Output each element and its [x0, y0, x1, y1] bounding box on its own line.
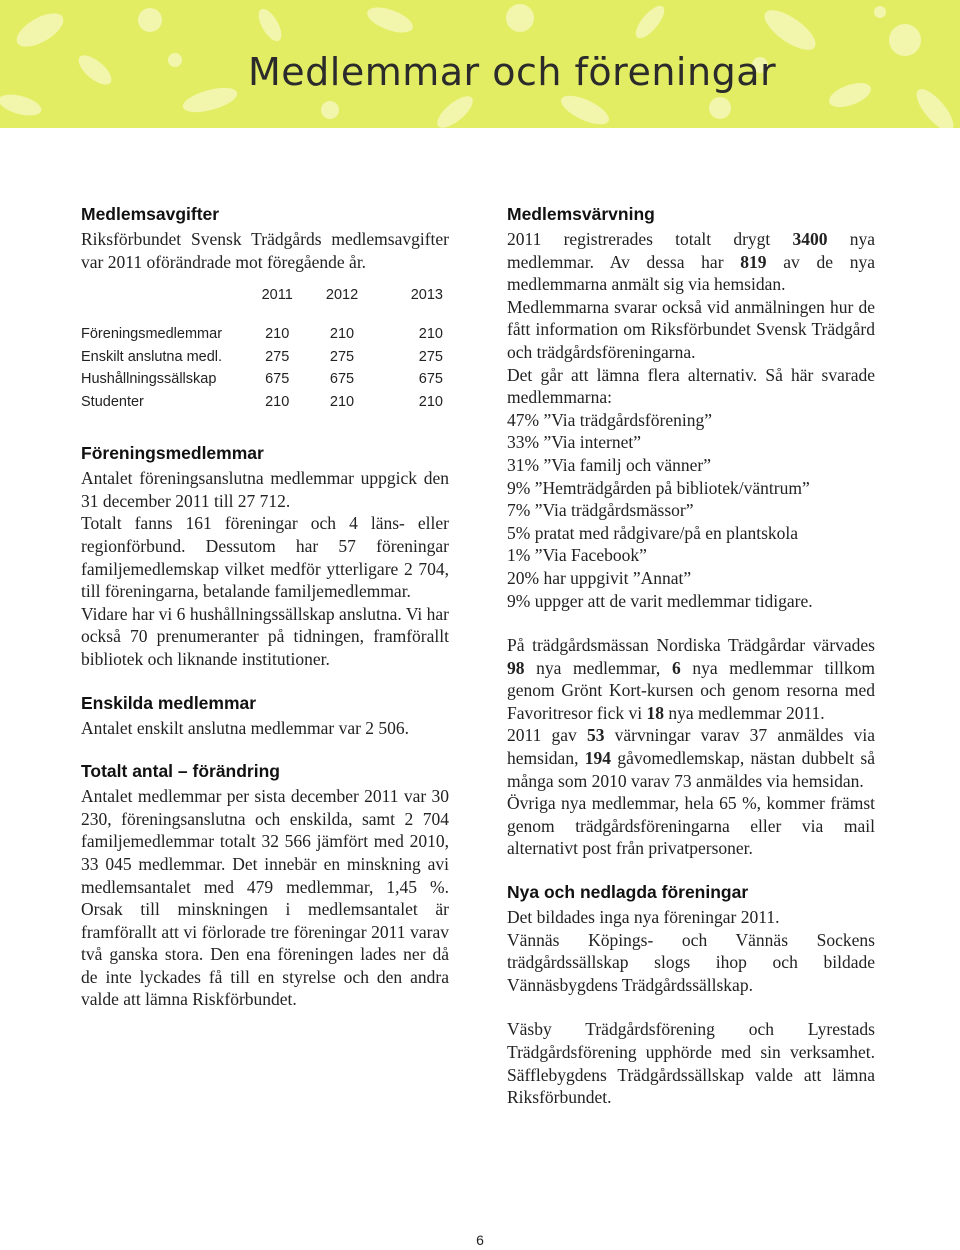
nya-nedlagda-text-3: Väsby Trädgårdsförening och Lyrestads Trädgårdsförening upphörde med sin verksamhet. Säfflebygdens Trädgårdssällskap valde att lämna Riksförbundet.	[507, 1019, 875, 1108]
nya-nedlagda-text-1: Det bildades inga nya föreningar 2011.	[507, 907, 780, 928]
fee-cell: 210	[265, 326, 290, 343]
fee-cell: 675	[418, 371, 443, 388]
list-item: 9% uppger att de varit medlemmar tidigare.	[507, 590, 813, 611]
fee-cell: 675	[265, 371, 290, 388]
right-column	[507, 204, 875, 1109]
fee-table-header	[81, 287, 449, 323]
medlemsavgifter-text: Riksförbundet Svensk Trädgårds medlemsavgifter var 2011 oförändrade mot föregående år.	[81, 229, 449, 272]
nya-nedlagda-text-2: Vännäs Köpings- och Vännäs Sockens trädgårdssällskap slogs ihop och bildade Vännäsbygdens Trädgårdssällskap.	[507, 929, 875, 995]
foreningsmedlemmar-text-1: Antalet föreningsanslutna medlemmar uppgick den 31 december 2011 till 27 712.	[81, 468, 449, 511]
tradgardsmassan-text-3: Övriga nya medlemmar, hela 65 %, kommer främst genom trädgårdsföreningarna eller via mail alternativt post från privatpersoner.	[507, 793, 875, 859]
fee-table	[81, 287, 449, 413]
table-row	[81, 368, 449, 391]
medlemsavgifter-heading: Medlemsavgifter	[81, 204, 220, 224]
nya-nedlagda-heading: Nya och nedlagda föreningar	[507, 882, 749, 903]
row-label: Hushållningssällskap	[81, 371, 217, 388]
page-title: Medlemmar och föreningar	[248, 50, 777, 94]
totalt-text: Antalet medlemmar per sista december 2011 var 30 230, föreningsanslutna och enskilda, samt 2 704 familjemedlemmar totalt 32 566 jämfört med 2010, 33 045 medlemmar. Det innebär en minskning avi medlemsantalet med 479 medlemmar, 1,45 %. Orsak till minskningen i medlemsantalet är framförallt att vi förlorade tre föreningar 2011 varav två ganska stora. Den ena föreningen lades ner då de inte lyckades få till en styrelse och den andra valde att lämna Riskförbundet.	[81, 786, 449, 1010]
enskilda-text: Antalet enskilt anslutna medlemmar var 2 506.	[81, 717, 410, 738]
medlemsvarvning-heading: Medlemsvärvning	[507, 204, 655, 224]
header-banner	[0, 0, 960, 128]
medlemsvarvning-text-3: Det går att lämna flera alternativ. Så här svarade medlemmarna:	[507, 364, 875, 408]
table-row	[81, 323, 449, 346]
list-item: 47% ”Via trädgårdsförening”	[507, 409, 712, 430]
row-label: Studenter	[81, 393, 144, 410]
fee-cell: 210	[418, 326, 443, 343]
list-item: 5% pratat med rådgivare/på en plantskola	[507, 522, 799, 543]
list-item: 20% har uppgivit ”Annat”	[507, 567, 692, 588]
medlemsvarvning-text-1: 2011 registrerades totalt drygt 3400 nya medlemmar. Av dessa har 819 av de nya medlemmarna anmält sig via hemsidan.	[507, 229, 875, 295]
row-label: Enskilt anslutna medl.	[81, 348, 223, 365]
fee-cell: 275	[265, 348, 290, 365]
foreningsmedlemmar-text-3: Vidare har vi 6 hushållningssällskap anslutna. Vi har också 70 prenumeranter på tidningen, framförallt bibliotek och liknande institutioner.	[81, 603, 449, 669]
table-row	[81, 391, 449, 414]
fee-cell: 210	[329, 326, 355, 343]
fee-cell: 675	[329, 371, 355, 388]
list-item: 31% ”Via familj och vänner”	[507, 454, 712, 475]
table-row	[81, 346, 449, 369]
list-item: 7% ”Via trädgårdsmässor”	[507, 500, 694, 521]
list-item: 9% ”Hemträdgården på bibliotek/väntrum”	[507, 477, 810, 498]
fee-cell: 210	[329, 393, 355, 410]
foreningsmedlemmar-heading: Föreningsmedlemmar	[81, 443, 264, 464]
tradgardsmassan-text-2: 2011 gav 53 värvningar varav 37 anmäldes via hemsidan, 194 gåvomedlemskap, nästan dubbelt så många som 2010 varav 73 anmäldes via hemsidan.	[507, 725, 875, 791]
totalt-heading: Totalt antal – förändring	[81, 761, 280, 782]
year-header: 2013	[410, 287, 443, 304]
year-header: 2011	[261, 287, 293, 304]
medlemsvarvning-text-2: Medlemmarna svarar också vid anmälningen hur de fått information om Riksförbundet Svensk Trädgård och trädgårdsföreningarna.	[507, 296, 875, 362]
fee-cell: 275	[418, 348, 443, 365]
fee-cell: 210	[418, 393, 443, 410]
list-item: 33% ”Via internet”	[507, 432, 642, 453]
left-column	[81, 204, 449, 1011]
list-item: 1% ”Via Facebook”	[507, 545, 647, 566]
tradgardsmassan-text-1: På trädgårdsmässan Nordiska Trädgårdar värvades 98 nya medlemmar, 6 nya medlemmar tillkom genom Grönt Kort-kursen och genom resorna med Favoritresor fick vi 18 nya medlemmar 2011.	[507, 635, 875, 723]
row-label: Föreningsmedlemmar	[81, 326, 223, 343]
fee-cell: 275	[329, 348, 355, 365]
foreningsmedlemmar-text-2: Totalt fanns 161 föreningar och 4 läns- eller regionförbund. Dessutom har 57 föreningar familjemedlemskap vilket medför ytterligare 2 704, till föreningarna, betalande familjemedlemmar.	[81, 513, 449, 602]
page-number: 6	[476, 1232, 484, 1248]
enskilda-heading: Enskilda medlemmar	[81, 692, 257, 713]
year-header: 2012	[325, 287, 359, 304]
fee-cell: 210	[265, 393, 290, 410]
